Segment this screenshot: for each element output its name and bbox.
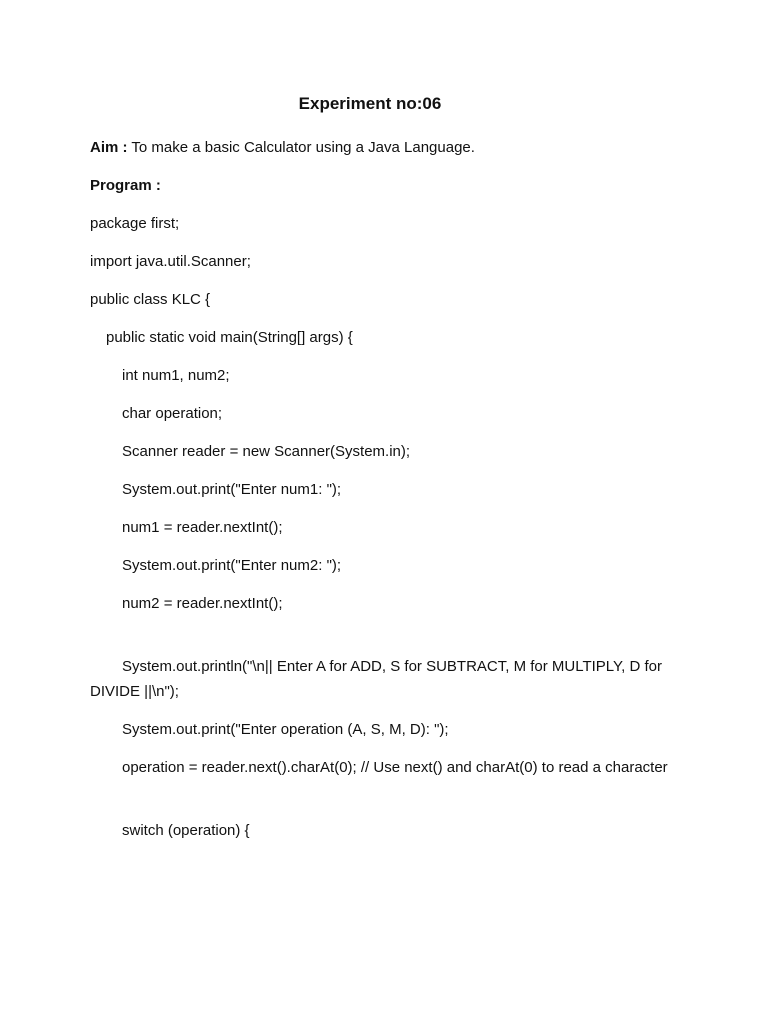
code-line: Scanner reader = new Scanner(System.in);: [122, 443, 411, 460]
code-line: System.out.print("Enter num2: ");: [122, 557, 342, 574]
code-line: public class KLC {: [90, 291, 211, 308]
code-line: switch (operation) {: [122, 822, 250, 839]
code-line: operation = reader.next().charAt(0); // Use next() and charAt(0) to read a character: [122, 759, 668, 776]
code-line: package first;: [90, 215, 180, 232]
aim-text: To make a basic Calculator using a Java Language.: [127, 139, 475, 156]
aim-label: Aim :: [90, 139, 128, 156]
code-line: System.out.print("Enter num1: ");: [122, 481, 342, 498]
aim-paragraph: [90, 135, 680, 160]
code-line: import java.util.Scanner;: [90, 253, 251, 270]
code-line: num2 = reader.nextInt();: [122, 595, 283, 612]
code-line: System.out.println("\n|| Enter A for ADD, S for SUBTRACT, M for MULTIPLY, D for DIVIDE ||\n");: [90, 658, 662, 700]
code-line: System.out.print("Enter operation (A, S, M, D): ");: [122, 721, 449, 738]
code-line: int num1, num2;: [122, 367, 230, 384]
program-label: Program :: [90, 177, 161, 194]
code-line: char operation;: [122, 405, 223, 422]
code-line: public static void main(String[] args) {: [106, 329, 353, 346]
code-listing: [90, 211, 680, 843]
code-line: num1 = reader.nextInt();: [122, 519, 283, 536]
document-body: [90, 135, 680, 856]
document-title: Experiment no:06: [298, 94, 442, 113]
